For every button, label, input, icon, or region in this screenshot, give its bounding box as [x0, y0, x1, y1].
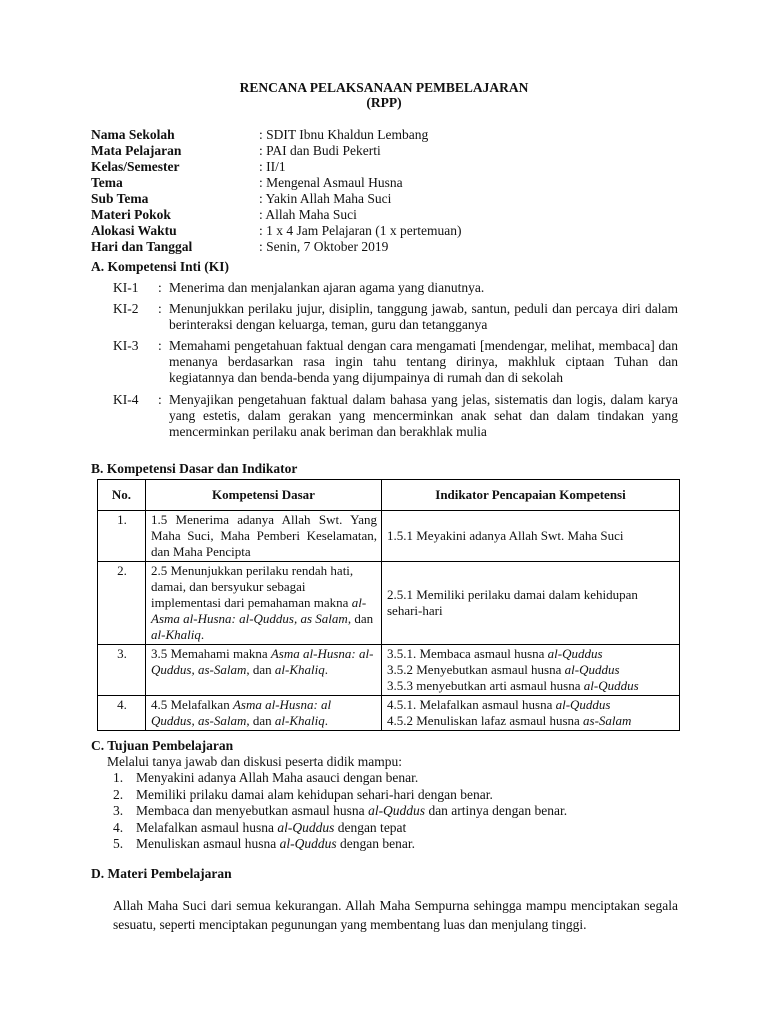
column-header-no: No. [98, 480, 146, 511]
identity-value: : Yakin Allah Maha Suci [259, 191, 392, 206]
ki-colon: : [158, 392, 162, 407]
list-number: 3. [113, 803, 124, 818]
row-indicator [382, 562, 680, 645]
kd-italic-text: al-Khaliq [274, 713, 325, 728]
kd-italic-text: al-Khaliq [151, 627, 201, 642]
indicator-line [387, 713, 675, 729]
row-kd [146, 511, 382, 562]
identity-label: Mata Pelajaran [91, 143, 182, 158]
document-subtitle: (RPP) [366, 95, 402, 110]
identity-row [91, 159, 461, 175]
list-number: 5. [113, 836, 124, 851]
goal-italic-text: al-Quddus [277, 819, 335, 835]
indicator-text: 3.5.2 Menyebutkan asmaul husna [387, 662, 565, 677]
kd-text: . [324, 713, 328, 728]
row-number: 4. [98, 696, 146, 731]
section-a-heading: A. Kompetensi Inti (KI) [91, 259, 229, 274]
indicator-line [387, 678, 675, 694]
kd-text: , dan [246, 662, 275, 677]
indicator-italic-text: al-Quddus [555, 697, 611, 712]
kd-text: 3.5 Memahami makna [151, 646, 271, 661]
indicator-italic-text: as-Salam [583, 713, 632, 728]
section-d-heading: D. Materi Pembelajaran [91, 866, 232, 881]
identity-value: : Senin, 7 Oktober 2019 [259, 239, 389, 254]
ki-code: KI-4 [113, 392, 139, 407]
identity-value: : II/1 [259, 159, 286, 174]
indicator-italic-text: al-Quddus [583, 678, 639, 693]
row-number: 1. [98, 511, 146, 562]
list-item [113, 820, 567, 837]
identity-value: : Allah Maha Suci [259, 207, 357, 222]
identity-value: : 1 x 4 Jam Pelajaran (1 x pertemuan) [259, 223, 462, 238]
kd-italic-text: Asma al-Husna: al Quddus, as-Salam [151, 697, 332, 728]
kd-text: , dan [246, 713, 275, 728]
column-header-kd: Kompetensi Dasar [146, 480, 382, 511]
kd-text: 4.5 Melafalkan [151, 697, 233, 712]
identity-label: Sub Tema [91, 191, 149, 206]
table-header-row [98, 480, 680, 511]
indicator-line [387, 697, 675, 713]
goal-text: dan artinya dengan benar. [425, 803, 568, 818]
row-indicator [382, 696, 680, 731]
goal-text: Menuliskan asmaul husna [136, 836, 280, 851]
identity-block [91, 127, 461, 255]
goal-text: Menyakini adanya Allah Maha asauci dengan benar. [136, 770, 419, 785]
row-kd [146, 562, 382, 645]
kd-italic-text: al-Asma al-Husna: al-Quddus, as Salam [151, 595, 367, 626]
indicator-line [387, 646, 675, 662]
goal-text: Membaca dan menyebutkan asmaul husna [136, 803, 369, 818]
row-indicator [382, 645, 680, 696]
identity-value: : Mengenal Asmaul Husna [259, 175, 403, 190]
identity-row [91, 239, 461, 255]
table-row [98, 511, 680, 562]
kd-text: . [200, 627, 205, 642]
identity-row [91, 143, 461, 159]
ki-text: Menunjukkan perilaku jujur, disiplin, tanggung jawab, santun, peduli dan percaya diri dalam berinteraksi dengan keluarga, teman, guru dan tetangganya [169, 301, 678, 332]
indicator-text: 3.5.3 menyebutkan arti asmaul husna [387, 678, 584, 693]
table-row [98, 645, 680, 696]
identity-row [91, 223, 461, 239]
ki-colon: : [158, 338, 162, 353]
identity-row [91, 207, 461, 223]
identity-label: Alokasi Waktu [91, 223, 177, 238]
table-row [98, 562, 680, 645]
indicator-italic-text: al-Quddus [564, 662, 620, 677]
goals-intro: Melalui tanya jawab dan diskusi peserta didik mampu: [107, 754, 403, 769]
goal-italic-text: al-Quddus [368, 803, 426, 818]
indicator-text: 1.5.1 Meyakini adanya Allah Swt. Maha Suci [387, 528, 624, 543]
ki-item [113, 301, 678, 333]
identity-label: Kelas/Semester [91, 159, 180, 174]
goal-text: dengan benar. [336, 836, 415, 851]
identity-row [91, 127, 461, 143]
ki-code: KI-3 [113, 338, 139, 353]
ki-code: KI-1 [113, 280, 139, 295]
materi-paragraph: Allah Maha Suci dari semua kekurangan. Allah Maha Sempurna sehingga mampu menciptakan segala sesuatu, seperti menciptakan pegunungan yang membentang luas dan menjulang tinggi. [113, 898, 678, 932]
column-header-indicator: Indikator Pencapaian Kompetensi [382, 480, 680, 511]
ki-text: Menyajikan pengetahuan faktual dalam bahasa yang jelas, sistematis dan logis, dalam karya yang estetis, dalam gerakan yang mencerminkan anak sehat dan dalam tindakan yang mencerminkan perilaku anak beriman dan berakhlak mulia [169, 392, 678, 439]
kd-text: 2.5 Menunjukkan perilaku rendah hati, damai, dan bersyukur sebagai implementasi dari pemahaman makna [151, 563, 354, 610]
kd-text: , dan [347, 611, 374, 626]
goal-text: Melafalkan asmaul husna [136, 819, 278, 835]
row-kd [146, 696, 382, 731]
kd-text: 1.5 Menerima adanya Allah Swt. Yang Maha Suci, Maha Pemberi Keselamatan, dan Maha Pencipta [151, 512, 377, 559]
indicator-text: 2.5.1 Memiliki perilaku damai dalam kehidupan sehari-hari [387, 587, 638, 618]
indicator-text: 4.5.1. Melafalkan asmaul husna [387, 697, 556, 712]
kd-italic-text: Asma al-Husna: al-Quddus, as-Salam [151, 646, 374, 677]
section-b-heading: B. Kompetensi Dasar dan Indikator [91, 461, 298, 476]
list-item [113, 770, 567, 787]
goal-text: dengan tepat [334, 819, 407, 835]
identity-value: : PAI dan Budi Pekerti [259, 143, 381, 158]
identity-value: : SDIT Ibnu Khaldun Lembang [259, 127, 429, 142]
list-number: 4. [113, 819, 124, 835]
row-number: 3. [98, 645, 146, 696]
list-number: 1. [113, 770, 124, 785]
ki-colon: : [158, 301, 162, 316]
identity-label: Nama Sekolah [91, 127, 175, 142]
identity-label: Materi Pokok [91, 207, 171, 222]
indicator-text: 4.5.2 Menuliskan lafaz asmaul husna [387, 713, 584, 728]
ki-text: Menerima dan menjalankan ajaran agama yang dianutnya. [169, 280, 485, 295]
list-item [113, 803, 567, 820]
competency-table [97, 479, 680, 731]
kd-text: . [324, 662, 328, 677]
kd-italic-text: al-Khaliq [274, 662, 325, 677]
identity-row [91, 175, 461, 191]
indicator-text: 3.5.1. Membaca asmaul husna [387, 646, 548, 661]
list-number: 2. [113, 786, 124, 802]
row-number: 2. [98, 562, 146, 645]
goal-text: Memiliki prilaku damai alam kehidupan sehari-hari dengan benar. [136, 786, 493, 802]
indicator-italic-text: al-Quddus [547, 646, 603, 661]
identity-row [91, 191, 461, 207]
ki-code: KI-2 [113, 301, 139, 316]
ki-colon: : [158, 280, 162, 295]
document-title: RENCANA PELAKSANAAN PEMBELAJARAN [239, 80, 529, 95]
ki-item [113, 280, 678, 296]
section-c-heading: C. Tujuan Pembelajaran [91, 738, 234, 753]
identity-label: Tema [91, 175, 123, 190]
identity-label: Hari dan Tanggal [91, 239, 193, 254]
indicator-line [387, 662, 675, 678]
list-item [113, 836, 567, 853]
table-row [98, 696, 680, 731]
ki-item [113, 392, 678, 440]
row-kd [146, 645, 382, 696]
goals-list [113, 770, 567, 853]
ki-item [113, 338, 678, 386]
goal-italic-text: al-Quddus [279, 836, 337, 851]
row-indicator [382, 511, 680, 562]
ki-text: Memahami pengetahuan faktual dengan cara mengamati [mendengar, melihat, membaca] dan menanya berdasarkan rasa ingin tahu tentang dirinya, makhluk ciptaan Tuhan dan kegiatannya dan benda-benda yang dijumpainya di rumah dan di sekolah [169, 338, 678, 385]
list-item [113, 787, 567, 804]
